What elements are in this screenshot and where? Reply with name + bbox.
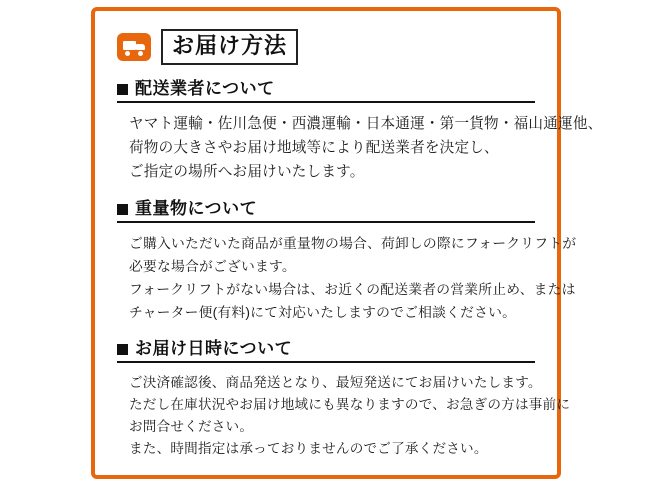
body-line: ご決済確認後、商品発送となり、最短発送にてお届けいたします。 <box>129 375 542 391</box>
body-line: ヤマト運輸・佐川急便・西濃運輸・日本通運・第一貨物・福山通運他、 <box>129 115 603 132</box>
section-header <box>117 199 535 223</box>
square-bullet-icon <box>117 204 128 215</box>
section-heavy-items <box>117 198 577 325</box>
section-body <box>117 232 577 325</box>
section-title: 重量物について <box>135 198 258 218</box>
section-body <box>117 372 571 460</box>
panel-header <box>117 29 535 65</box>
section-delivery-datetime <box>117 338 571 460</box>
shipping-info-panel <box>91 7 603 479</box>
body-line: 必要な場合がございます。 <box>129 259 296 275</box>
body-line: ご指定の場所へお届けいたします。 <box>129 164 365 181</box>
section-header <box>117 79 535 103</box>
body-line: ご購入いただいた商品が重量物の場合、荷卸しの際にフォークリフトが <box>129 235 577 251</box>
section-body <box>117 112 603 185</box>
section-header <box>117 339 535 363</box>
panel-inner <box>95 11 603 475</box>
section-title: 配送業者について <box>135 78 275 98</box>
body-line: 荷物の大きさやお届け地域等により配送業者を決定し、 <box>129 140 499 157</box>
body-line: お問合せください。 <box>129 419 254 435</box>
section-title: お届け日時について <box>135 338 293 358</box>
square-bullet-icon <box>117 344 128 355</box>
body-line: また、時間指定は承っておりませんのでご了承ください。 <box>129 441 488 457</box>
body-line: フォークリフトがない場合は、お近くの配送業者の営業所止め、または <box>129 282 576 298</box>
body-line: ただし在庫状況やお届け地域にも異なりますので、お急ぎの方は事前に <box>129 397 571 413</box>
page-title: お届け方法 <box>161 29 298 65</box>
body-line: チャーター便(有料)にて対応いたしますのでご相談ください。 <box>129 305 517 321</box>
delivery-truck-icon <box>117 33 151 61</box>
section-shipping-carrier <box>117 78 603 185</box>
square-bullet-icon <box>117 84 128 95</box>
